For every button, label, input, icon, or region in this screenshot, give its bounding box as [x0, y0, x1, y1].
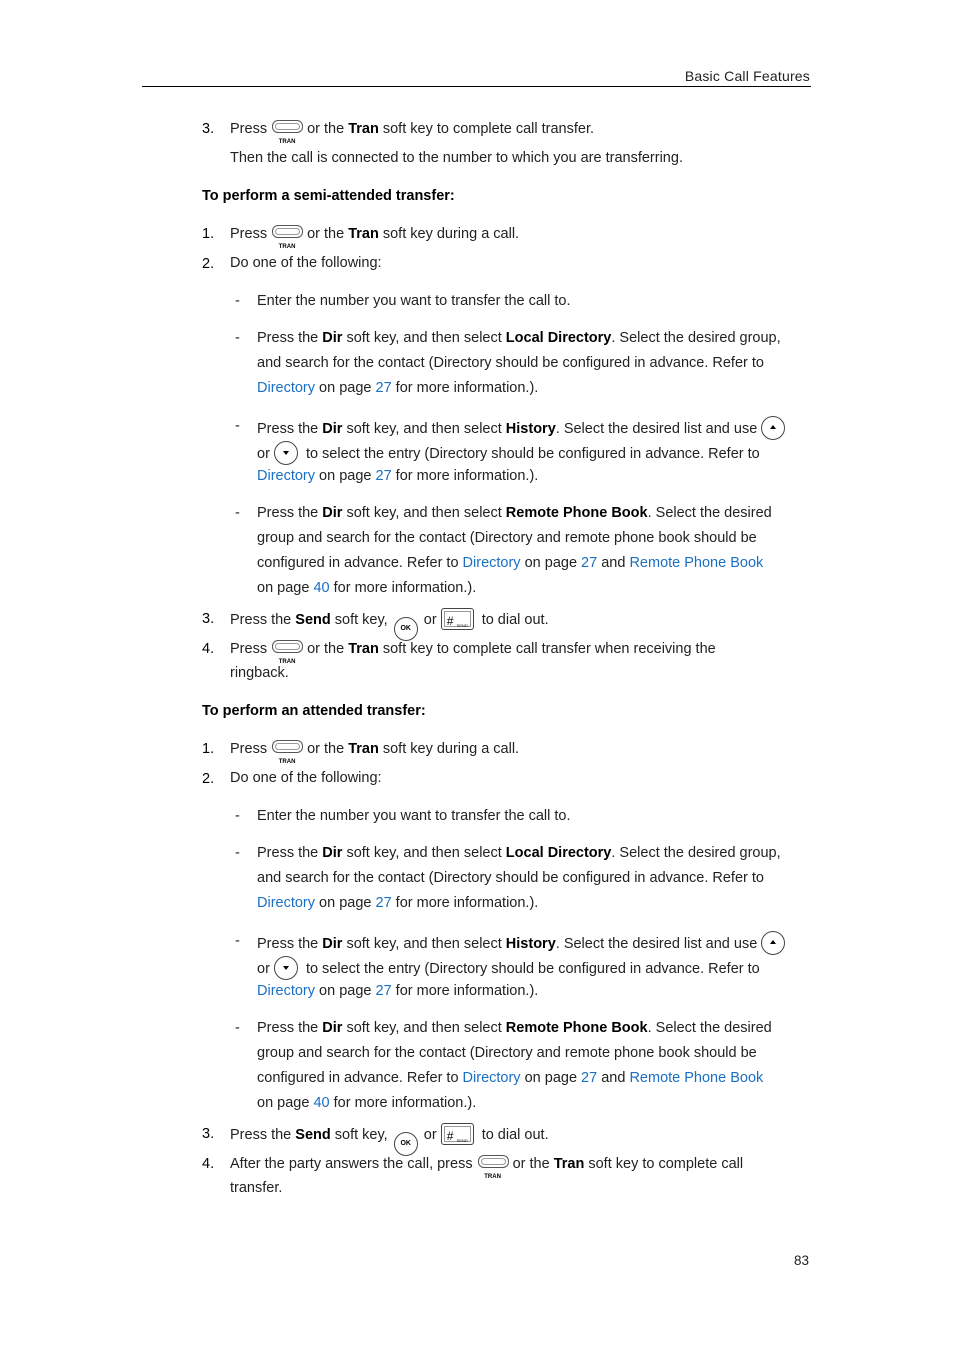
bullet-text: or to select the entry (Directory should be configured in advance. Refer to [257, 441, 760, 465]
step-number: 4. [202, 1156, 215, 1172]
directory-link[interactable]: Directory [257, 380, 316, 396]
step-text: Do one of the following: [230, 770, 382, 786]
tran-key-icon: TRAN [271, 118, 303, 140]
bullet-text: Press the Dir soft key, and then select History. Select the desired list and use [257, 416, 789, 440]
step-text: Press the Send soft key, OK or # SEND to dial out. [230, 608, 549, 641]
bullet-dash: - [235, 330, 240, 346]
tran-softkey-label: Tran [348, 121, 379, 137]
up-arrow-key-icon [761, 416, 785, 440]
directory-link[interactable]: Directory [462, 555, 521, 571]
step-text [230, 118, 595, 145]
step-number: 3. [202, 611, 215, 627]
or-the-text: or the [307, 121, 345, 137]
send-hash-key-icon: # SEND [441, 608, 474, 630]
bullet-text: Directory on page 27 for more information.). [257, 895, 539, 911]
step-number: 4. [202, 641, 215, 657]
bullet-text: Press the Dir soft key, and then select History. Select the desired list and use [257, 931, 789, 955]
step-number: 3. [202, 1126, 215, 1142]
page-27-link[interactable]: 27 [375, 468, 392, 484]
step-text: Do one of the following: [230, 255, 382, 271]
page-27-link[interactable]: 27 [375, 380, 392, 396]
page-27-link[interactable]: 27 [581, 1070, 598, 1086]
bullet-text: Press the Dir soft key, and then select Remote Phone Book. Select the desired [257, 1020, 772, 1036]
bullet-dash: - [235, 505, 240, 521]
bullet-text: and search for the contact (Directory should be configured in advance. Refer to [257, 870, 764, 886]
step-number: 2. [202, 256, 215, 272]
bullet-text: group and search for the contact (Directory and remote phone book should be [257, 1045, 757, 1061]
step-number: 3. [202, 121, 215, 137]
bullet-text: configured in advance. Refer to Directory on page 27 and Remote Phone Book [257, 555, 764, 571]
running-header: Basic Call Features [684, 68, 810, 84]
page-number: 83 [793, 1253, 809, 1268]
page-40-link[interactable]: 40 [313, 580, 330, 596]
bullet-dash: - [235, 845, 240, 861]
remote-phone-book-link[interactable]: Remote Phone Book [629, 555, 764, 571]
section-heading-attended: To perform an attended transfer: [202, 703, 426, 719]
bullet-dash: - [235, 418, 240, 434]
bullet-text: Press the Dir soft key, and then select Remote Phone Book. Select the desired [257, 505, 772, 521]
remote-phone-book-link[interactable]: Remote Phone Book [629, 1070, 764, 1086]
bullet-text: configured in advance. Refer to Directory on page 27 and Remote Phone Book [257, 1070, 764, 1086]
step-text: Press the Send soft key, OK or # SEND to dial out. [230, 1123, 549, 1156]
bullet-text: Directory on page 27 for more information.). [257, 983, 539, 999]
step-text: Press TRAN or the Tran soft key during a call. [230, 223, 519, 245]
send-hash-key-icon: # SEND [441, 1123, 474, 1145]
directory-link[interactable]: Directory [257, 895, 316, 911]
step-suffix: soft key to complete call transfer. [382, 121, 595, 137]
bullet-dash: - [235, 1020, 240, 1036]
down-arrow-key-icon [274, 956, 298, 980]
page-27-link[interactable]: 27 [375, 895, 392, 911]
step-number: 1. [202, 226, 215, 242]
bullet-dash: - [235, 933, 240, 949]
step-number: 1. [202, 741, 215, 757]
tran-key-icon: TRAN [271, 638, 303, 660]
step-number: 2. [202, 771, 215, 787]
tran-key-icon: TRAN [477, 1153, 509, 1175]
section-heading-semi-attended: To perform a semi-attended transfer: [202, 188, 455, 204]
bullet-text: Directory on page 27 for more information.). [257, 380, 539, 396]
bullet-text: Press the Dir soft key, and then select Local Directory. Select the desired group, [257, 330, 781, 346]
bullet-text: on page 40 for more information.). [257, 1095, 477, 1111]
tran-key-icon: TRAN [271, 738, 303, 760]
up-arrow-key-icon [761, 931, 785, 955]
down-arrow-key-icon [274, 441, 298, 465]
bullet-text: Directory on page 27 for more information.). [257, 468, 539, 484]
step-result-text: Then the call is connected to the number to which you are transferring. [230, 150, 683, 166]
bullet-text: Press the Dir soft key, and then select Local Directory. Select the desired group, [257, 845, 781, 861]
bullet-text: group and search for the contact (Directory and remote phone book should be [257, 530, 757, 546]
bullet-text: or to select the entry (Directory should be configured in advance. Refer to [257, 956, 760, 980]
bullet-text: on page 40 for more information.). [257, 580, 477, 596]
press-word: Press [230, 121, 268, 137]
step-text: After the party answers the call, press TRAN or the Tran soft key to complete call [230, 1153, 743, 1175]
step-text: Press TRAN or the Tran soft key to complete call transfer when receiving the [230, 638, 716, 660]
bullet-dash: - [235, 293, 240, 309]
bullet-text: Enter the number you want to transfer the call to. [257, 293, 571, 309]
step-text: Press TRAN or the Tran soft key during a call. [230, 738, 519, 760]
ok-key-icon: OK [394, 617, 418, 641]
step-text: transfer. [230, 1180, 283, 1196]
bullet-dash: - [235, 808, 240, 824]
header-rule [142, 86, 811, 87]
directory-link[interactable]: Directory [462, 1070, 521, 1086]
page-27-link[interactable]: 27 [581, 555, 598, 571]
page-27-link[interactable]: 27 [375, 983, 392, 999]
directory-link[interactable]: Directory [257, 468, 316, 484]
page-40-link[interactable]: 40 [313, 1095, 330, 1111]
bullet-text: and search for the contact (Directory should be configured in advance. Refer to [257, 355, 764, 371]
tran-key-icon: TRAN [271, 223, 303, 245]
ok-key-icon: OK [394, 1132, 418, 1156]
bullet-text: Enter the number you want to transfer the call to. [257, 808, 571, 824]
directory-link[interactable]: Directory [257, 983, 316, 999]
step-text: ringback. [230, 665, 289, 681]
